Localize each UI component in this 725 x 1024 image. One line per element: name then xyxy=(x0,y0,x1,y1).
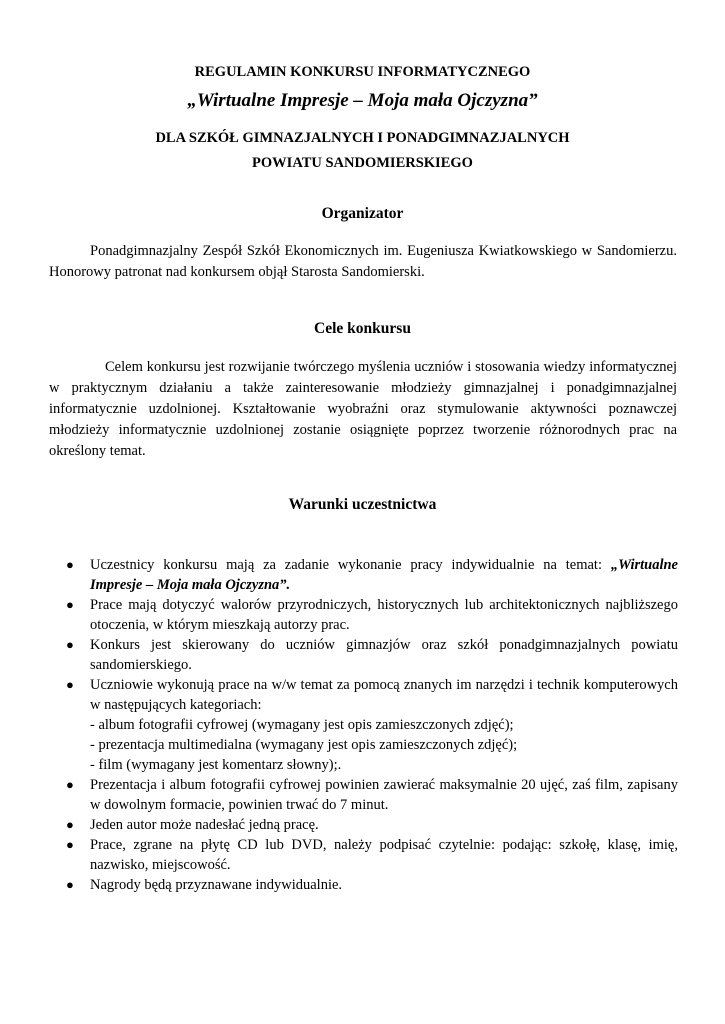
item4-sub-album: - album fotografii cyfrowej (wymagany jest opis zamieszczonych zdjęć); xyxy=(90,717,514,733)
list-item xyxy=(66,875,678,895)
organizer-text: Ponadgimnazjalny Zespół Szkół Ekonomicznych im. Eugeniusza Kwiatkowskiego w Sandomierzu. Honorowy patronat nad konkursem objął Starosta Sandomierski. xyxy=(49,243,677,280)
item3-text: Konkurs jest skierowany do uczniów gimnazjów oraz szkół ponadgimnazjalnych powiatu sandomierskiego. xyxy=(90,637,678,673)
bullet-icon: ● xyxy=(66,777,74,792)
item1-text: Uczestnicy konkursu mają za zadanie wykonanie pracy indywidualnie na temat: xyxy=(90,557,611,573)
item4-sub-film: - film (wymagany jest komentarz słowny);. xyxy=(90,757,342,773)
bullet-icon: ● xyxy=(66,817,74,832)
title-line-1: REGULAMIN KONKURSU INFORMATYCZNEGO xyxy=(194,64,531,80)
list-item xyxy=(66,775,678,815)
item4-sub-presentation: - prezentacja multimedialna (wymagany jest opis zamieszczonych zdjęć); xyxy=(90,737,518,753)
title-line-3: DLA SZKÓŁ GIMNAZJALNYCH I PONADGIMNAZJALNYCH xyxy=(155,130,570,146)
item1-title: „Wirtualne Impresje – Moja mała Ojczyzna”. xyxy=(90,557,678,593)
goals-text: Celem konkursu jest rozwijanie twórczego myślenia uczniów i stosowania wiedzy informatycznej w praktycznym działaniu a także zainteresowanie młodzieży gimnazjalnej i ponadgimnazjalnej informatycznie uzdolnionej. Kształtowanie wyobraźni oraz stymulowanie aktywności poznawczej młodzieży informatycznie uzdolnionej zostanie osiągnięte poprzez tworzenie różnorodnych prac na określony temat. xyxy=(49,359,677,459)
item8-text: Nagrody będą przyznawane indywidualnie. xyxy=(90,877,343,893)
bullet-icon: ● xyxy=(66,557,74,572)
item4-intro: Uczniowie wykonują prace na w/w temat za pomocą znanych im narzędzi i technik komputerowych w następujących kategoriach: xyxy=(90,677,678,713)
conditions-list xyxy=(66,555,678,895)
title-line-2: „Wirtualne Impresje – Moja mała Ojczyzna” xyxy=(187,90,538,111)
title-line-4: POWIATU SANDOMIERSKIEGO xyxy=(252,155,473,171)
list-item xyxy=(66,595,678,635)
item2-text: Prace mają dotyczyć walorów przyrodniczych, historycznych lub architektonicznych najbliższego otoczenia, w którym mieszkają autorzy prac. xyxy=(90,597,678,633)
item5-text: Prezentacja i album fotografii cyfrowej powinien zawierać maksymalnie 20 ujęć, zaś film, zapisany w dowolnym formacie, powinien trwać do 7 minut. xyxy=(90,777,678,813)
bullet-icon: ● xyxy=(66,637,74,652)
list-item xyxy=(66,835,678,875)
bullet-icon: ● xyxy=(66,677,74,692)
list-item xyxy=(66,635,678,675)
list-item xyxy=(66,815,678,835)
list-item xyxy=(66,675,678,775)
bullet-icon: ● xyxy=(66,877,74,892)
organizer-heading: Organizator xyxy=(321,205,404,222)
conditions-heading: Warunki uczestnictwa xyxy=(288,496,437,513)
list-item xyxy=(66,555,678,595)
goals-paragraph xyxy=(49,357,677,462)
item7-text: Prace, zgrane na płytę CD lub DVD, należy podpisać czytelnie: podając: szkołę, klasę, imię, nazwisko, miejscowość. xyxy=(90,837,678,873)
item6-text: Jeden autor może nadesłać jedną pracę. xyxy=(90,817,319,833)
bullet-icon: ● xyxy=(66,837,74,852)
organizer-paragraph xyxy=(49,241,677,283)
goals-heading: Cele konkursu xyxy=(314,320,411,337)
bullet-icon: ● xyxy=(66,597,74,612)
